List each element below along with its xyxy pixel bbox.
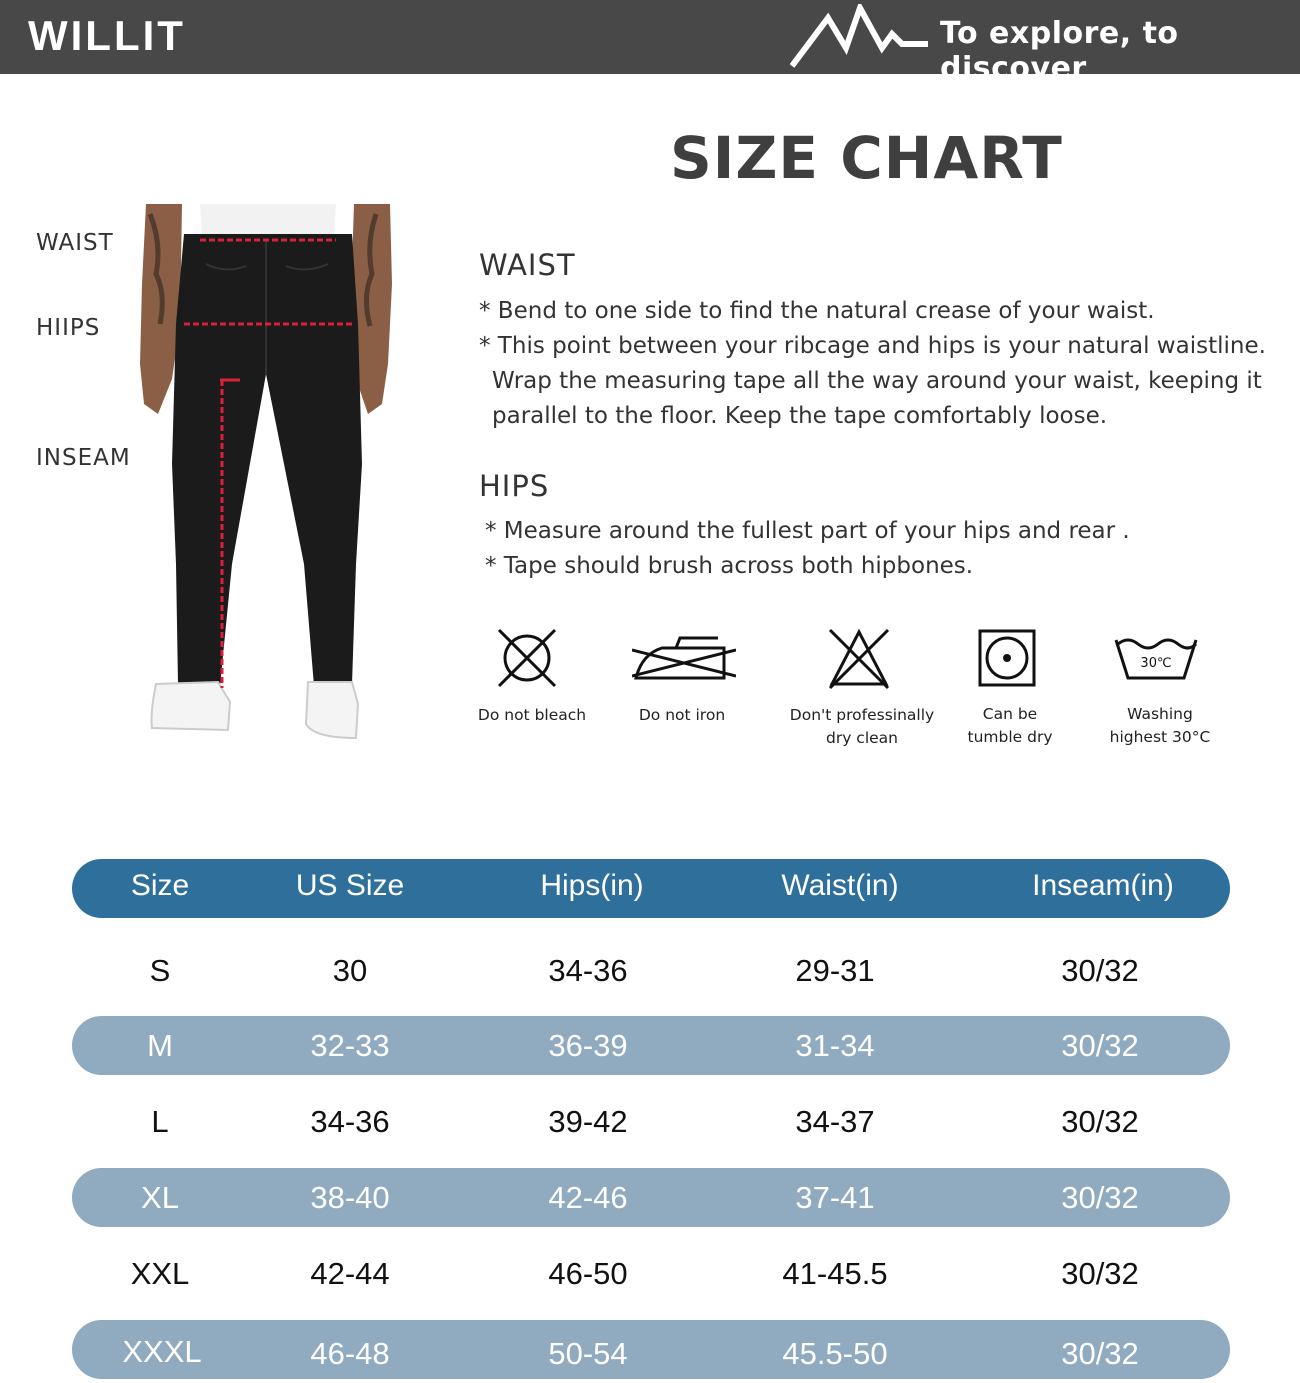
table-row-band	[72, 1320, 1230, 1379]
table-cell: 46-48	[310, 1336, 390, 1371]
hips-heading: HIPS	[479, 469, 550, 503]
table-cell: XL	[141, 1180, 179, 1215]
wash-temp-label: Washing highest 30°C	[1109, 705, 1211, 746]
table-cell: M	[147, 1028, 173, 1063]
no-bleach-label: Do not bleach	[477, 706, 587, 724]
table-cell: 31-34	[795, 1028, 875, 1063]
waist-text-3: Wrap the measuring tape all the way around your waist, keeping it	[492, 368, 1262, 394]
table-cell: L	[151, 1104, 169, 1139]
table-cell: 41-45.5	[782, 1256, 888, 1291]
table-row-band	[72, 1168, 1230, 1227]
brand-logo: WILLIT	[28, 12, 186, 59]
table-cell: 45.5-50	[782, 1336, 888, 1371]
inseam-label: INSEAM	[36, 445, 131, 471]
tumble-dry-label: Can be tumble dry	[967, 705, 1053, 746]
table-cell: 36-39	[548, 1028, 628, 1063]
no-dry-clean-icon	[826, 626, 892, 690]
no-iron-icon	[632, 634, 736, 686]
wash-temp-badge: 30℃	[1140, 656, 1172, 671]
page-title: SIZE CHART	[670, 124, 1063, 192]
table-cell: 42-46	[548, 1180, 628, 1215]
table-cell: 39-42	[548, 1104, 628, 1139]
pants-model-image	[136, 204, 396, 744]
no-bleach-icon	[494, 626, 560, 690]
waist-heading: WAIST	[479, 248, 576, 282]
col-header-hips: Hips(in)	[540, 869, 644, 902]
hips-label: HIIPS	[36, 315, 101, 341]
table-row-band	[72, 1016, 1230, 1075]
waist-label: WAIST	[36, 230, 114, 256]
table-cell: 32-33	[310, 1028, 390, 1063]
hips-text-1: * Measure around the fullest part of your hips and rear .	[485, 518, 1130, 544]
wash-30-icon	[1114, 634, 1198, 682]
table-cell: XXL	[130, 1256, 190, 1291]
size-table-header	[72, 859, 1230, 918]
table-cell: 30/32	[1061, 1180, 1139, 1215]
table-cell: 37-41	[795, 1180, 875, 1215]
mountain-logo-icon	[790, 4, 930, 70]
table-cell: 30/32	[1061, 1336, 1139, 1371]
table-cell: 38-40	[310, 1180, 390, 1215]
waist-text-4: parallel to the floor. Keep the tape comfortably loose.	[492, 403, 1108, 429]
table-cell: 30/32	[1061, 1104, 1139, 1139]
tagline: To explore, to discover	[940, 16, 1179, 86]
tumble-dry-icon	[978, 629, 1036, 687]
table-cell: XXXL	[122, 1334, 202, 1369]
table-cell: 46-50	[548, 1256, 628, 1291]
table-cell: 34-37	[795, 1104, 875, 1139]
table-cell: 30/32	[1061, 1028, 1139, 1063]
col-header-us-size: US Size	[295, 869, 405, 902]
table-cell: 42-44	[310, 1256, 390, 1291]
waist-text-1: * Bend to one side to find the natural crease of your waist.	[479, 298, 1155, 324]
col-header-size: Size	[130, 869, 190, 902]
table-cell: 30/32	[1061, 1256, 1139, 1291]
table-cell: 29-31	[795, 953, 875, 988]
table-cell: 34-36	[548, 953, 628, 988]
col-header-inseam: Inseam(in)	[1032, 869, 1174, 902]
top-banner	[0, 0, 1300, 86]
table-cell: 34-36	[310, 1104, 390, 1139]
table-cell: S	[149, 953, 171, 988]
no-dry-clean-label: Don't professinally dry clean	[789, 706, 935, 747]
no-iron-label: Do not iron	[638, 706, 726, 724]
table-cell: 30/32	[1061, 953, 1139, 988]
table-cell: 30	[332, 953, 368, 988]
waist-text-2: * This point between your ribcage and hips is your natural waistline.	[479, 333, 1266, 359]
col-header-waist: Waist(in)	[781, 869, 899, 902]
hips-text-2: * Tape should brush across both hipbones.	[485, 553, 974, 579]
table-cell: 50-54	[548, 1336, 628, 1371]
